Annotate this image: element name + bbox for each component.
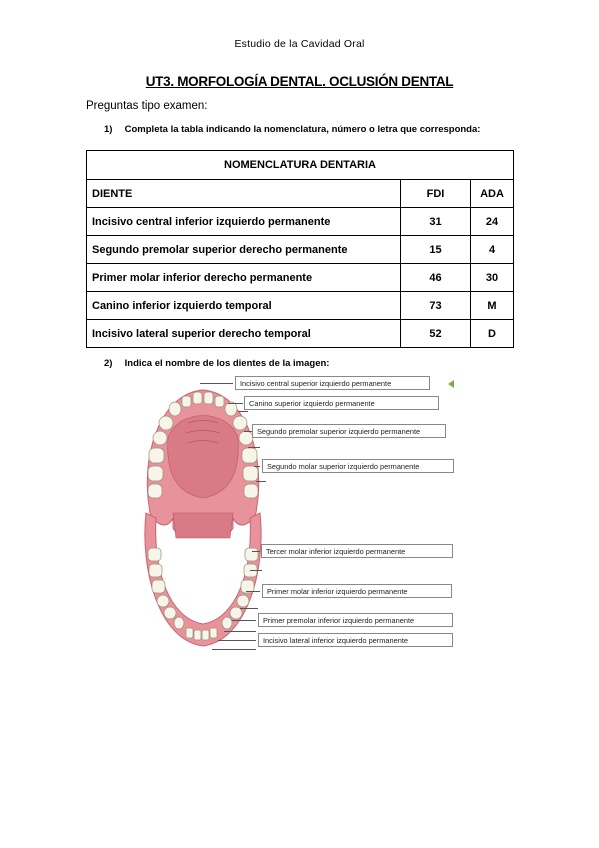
- table-row: [87, 236, 514, 264]
- header-diente: DIENTE: [87, 180, 401, 208]
- cell-ada: 4: [471, 236, 514, 264]
- label-box: Tercer molar inferior izquierdo permanente: [261, 544, 453, 558]
- lower-premolar-tooth: [164, 607, 176, 619]
- upper-incisor-tooth: [204, 392, 213, 404]
- lower-molar-tooth: [148, 548, 161, 561]
- leader-line: [246, 591, 260, 592]
- table-row: [87, 208, 514, 236]
- question-1-number: 1): [104, 124, 113, 135]
- upper-molar-tooth: [148, 466, 163, 481]
- leader-line: [200, 383, 233, 384]
- marker-triangle-icon: [448, 380, 454, 388]
- table-row: [87, 264, 514, 292]
- soft-palate: [173, 513, 233, 538]
- header-fdi: FDI: [401, 180, 471, 208]
- upper-molar-tooth: [244, 484, 258, 498]
- page-title: UT3. MORFOLOGÍA DENTAL. OCLUSIÓN DENTAL: [145, 74, 454, 89]
- leader-line: [228, 403, 243, 404]
- label-box: Primer molar inferior izquierdo permanente: [262, 584, 452, 598]
- upper-molar-tooth: [242, 448, 257, 463]
- intro-text: Preguntas tipo examen:: [86, 100, 208, 112]
- leader-line: [254, 466, 260, 467]
- dental-arches-illustration: [138, 378, 268, 653]
- cell-ada: 24: [471, 208, 514, 236]
- lower-incisor-tooth: [202, 630, 209, 640]
- label-box: Segundo molar superior izquierdo permanente: [262, 459, 454, 473]
- upper-incisor-tooth: [215, 396, 224, 407]
- leader-line: [256, 481, 266, 482]
- upper-canine-tooth: [225, 402, 237, 416]
- table-caption-row: [87, 151, 514, 180]
- cell-fdi: 15: [401, 236, 471, 264]
- cell-fdi: 46: [401, 264, 471, 292]
- upper-arch: [147, 390, 259, 538]
- leader-line: [250, 570, 262, 571]
- leader-line: [240, 608, 258, 609]
- upper-molar-tooth: [148, 484, 162, 498]
- leader-line: [218, 640, 256, 641]
- label-box: Incisivo central superior izquierdo permanente: [235, 376, 430, 390]
- question-1: [104, 124, 480, 135]
- leader-line: [252, 551, 260, 552]
- cell-ada: D: [471, 320, 514, 348]
- upper-premolar-tooth: [153, 431, 167, 445]
- header-ada: ADA: [471, 180, 514, 208]
- lower-canine-tooth: [174, 617, 184, 629]
- cell-diente: Primer molar inferior derecho permanente: [87, 264, 401, 292]
- lower-canine-tooth: [222, 617, 232, 629]
- upper-molar-tooth: [243, 466, 258, 481]
- table-row: [87, 320, 514, 348]
- upper-incisor-tooth: [182, 396, 191, 407]
- nomenclature-table: [86, 150, 514, 348]
- upper-incisor-tooth: [193, 392, 202, 404]
- cell-fdi: 31: [401, 208, 471, 236]
- table-caption: NOMENCLATURA DENTARIA: [87, 151, 514, 180]
- lower-premolar-tooth: [237, 595, 249, 607]
- lower-incisor-tooth: [210, 628, 217, 638]
- cell-ada: M: [471, 292, 514, 320]
- upper-canine-tooth: [169, 402, 181, 416]
- page-header: Estudio de la Cavidad Oral: [234, 38, 365, 50]
- question-2-number: 2): [104, 358, 113, 369]
- cell-fdi: 73: [401, 292, 471, 320]
- upper-premolar-tooth: [239, 431, 253, 445]
- lower-molar-tooth: [245, 548, 258, 561]
- leader-line: [248, 447, 260, 448]
- lower-incisor-tooth: [186, 628, 193, 638]
- leader-line: [224, 631, 256, 632]
- lower-molar-tooth: [149, 564, 162, 577]
- leader-line: [232, 620, 256, 621]
- question-2-text: Indica el nombre de los dientes de la imagen:: [124, 358, 330, 369]
- leader-line: [244, 431, 252, 432]
- question-2: [104, 358, 329, 369]
- lower-molar-tooth: [152, 580, 165, 593]
- label-box: Incisivo lateral inferior izquierdo permanente: [258, 633, 453, 647]
- lower-incisor-tooth: [194, 630, 201, 640]
- upper-premolar-tooth: [233, 416, 247, 430]
- cell-ada: 30: [471, 264, 514, 292]
- upper-molar-tooth: [149, 448, 164, 463]
- cell-diente: Incisivo central inferior izquierdo permanente: [87, 208, 401, 236]
- leader-line: [238, 411, 248, 412]
- label-box: Canino superior izquierdo permanente: [244, 396, 439, 410]
- lower-premolar-tooth: [157, 595, 169, 607]
- cell-diente: Incisivo lateral superior derecho temporal: [87, 320, 401, 348]
- leader-line: [212, 649, 256, 650]
- table-row: [87, 292, 514, 320]
- cell-fdi: 52: [401, 320, 471, 348]
- question-1-text: Completa la tabla indicando la nomenclatura, número o letra que corresponda:: [124, 124, 481, 135]
- upper-premolar-tooth: [159, 416, 173, 430]
- table-header-row: [87, 180, 514, 208]
- label-box: Primer premolar inferior izquierdo permanente: [258, 613, 453, 627]
- cell-diente: Segundo premolar superior derecho permanente: [87, 236, 401, 264]
- label-box: Segundo premolar superior izquierdo permanente: [252, 424, 446, 438]
- cell-diente: Canino inferior izquierdo temporal: [87, 292, 401, 320]
